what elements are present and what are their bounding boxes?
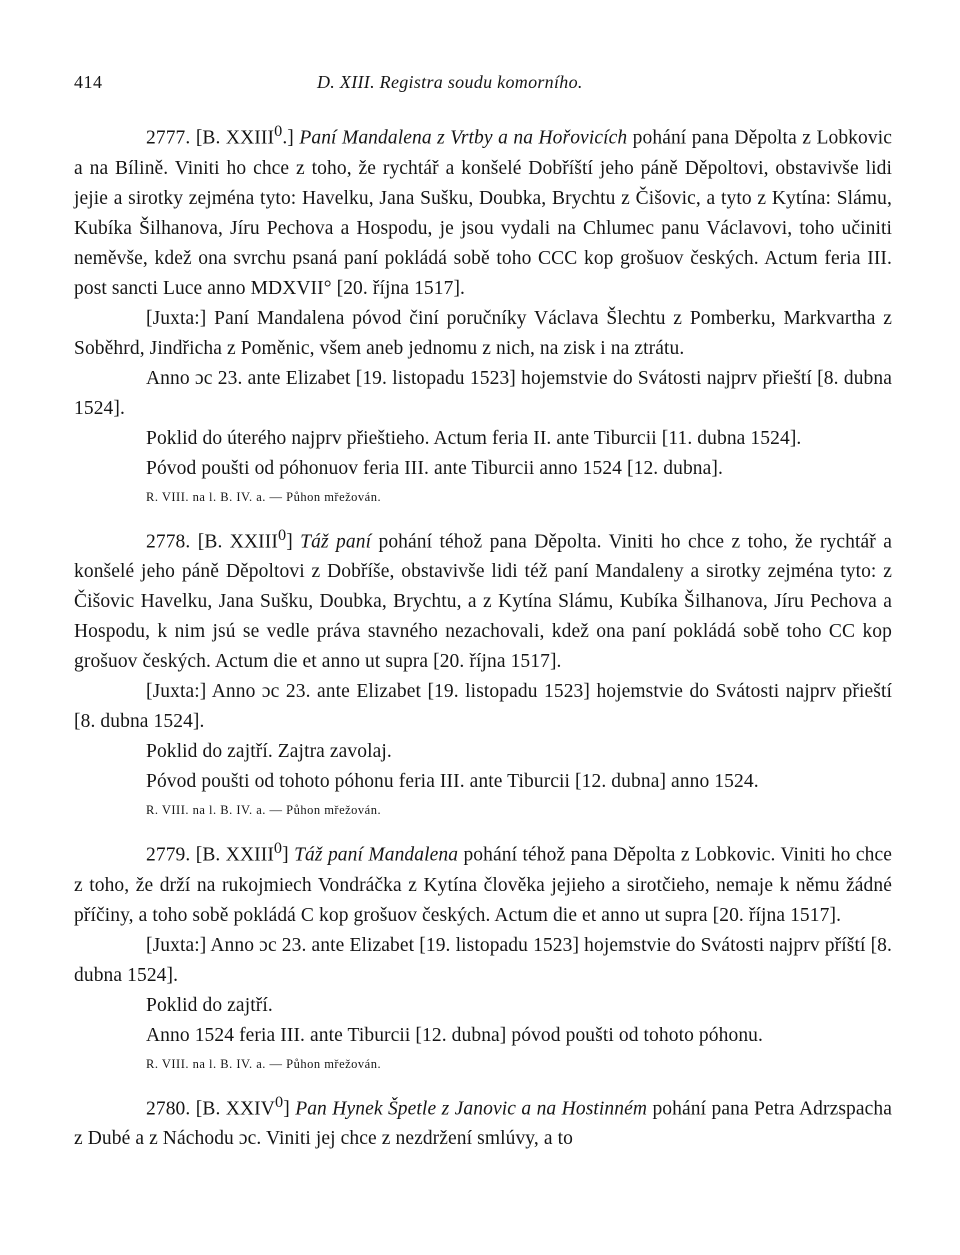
entry-reference-end: ]: [283, 1098, 290, 1119]
entry-paragraph: Poklid do zajtří.: [146, 994, 273, 1016]
entry-reference: [B. XXIV: [195, 1098, 275, 1119]
entry-main-paragraph: [74, 833, 892, 931]
entry-source-note: R. VIII. na l. B. IV. a. — Půhon mřežován.: [146, 803, 382, 817]
entry-reference-end: ]: [286, 531, 293, 552]
entry-paragraph: [Juxta:] Anno ɔc 23. ante Elizabet [19. listopadu 1523] hojemstvie do Svátosti najprv přieští [8. dubna 1524].: [74, 681, 892, 732]
entry-paragraph: [Juxta:] Paní Mandalena póvod činí poručníky Václava Šlechtu z Pomberku, Markvartha z Soběhrd, Jindřicha z Poměnic, všem aneb jednomu z nich, na zisk i na ztrátu.: [74, 307, 892, 359]
entry-source-note: R. VIII. na l. B. IV. a. — Půhon mřežován.: [146, 489, 382, 504]
entry-text: pohání pana Petra Adrzspacha z Dubé a z Náchodu ɔc. Viniti jej chce z nezdržení smlúvy, a to: [74, 1098, 892, 1149]
entry-number: 2780.: [146, 1098, 191, 1119]
entry-party: Pan Hynek Špetle z Janovic a na Hostinném: [295, 1098, 648, 1119]
entry-party: Táž paní: [300, 531, 372, 552]
entry-paragraph: Anno 1524 feria III. ante Tiburcii [12. dubna] póvod poušti od tohoto póhonu.: [146, 1024, 764, 1046]
entry-2780: [74, 1087, 892, 1155]
document-page: [74, 72, 892, 1149]
entry-reference: [B. XXIII: [195, 844, 274, 866]
entry-paragraph: [Juxta:] Anno ɔc 23. ante Elizabet [19. listopadu 1523] hojemstvie do Svátosti najprv příští [8. dubna 1524].: [74, 934, 892, 986]
entry-reference: [B. XXIII: [197, 531, 278, 552]
entry-paragraph: Póvod poušti od póhonuov feria III. ante Tiburcii anno 1524 [12. dubna].: [146, 457, 723, 479]
entry-paragraph: Poklid do zajtří. Zajtra zavolaj.: [146, 741, 392, 762]
entry-2777: [74, 116, 892, 510]
entry-reference-sup: 0: [277, 525, 287, 544]
entry-source-note: R. VIII. na l. B. IV. a. — Půhon mřežován.: [146, 1056, 382, 1071]
entry-number: 2779.: [146, 844, 191, 866]
entry-paragraph: Poklid do úterého najprv přieštieho. Actum feria II. ante Tiburcii [11. dubna 1524].: [146, 427, 802, 449]
entry-paragraph: Anno ɔc 23. ante Elizabet [19. listopadu 1523] hojemstvie do Svátosti najprv přieští [8. dubna 1524].: [74, 367, 892, 419]
entry-number: 2778.: [146, 531, 191, 552]
entry-reference: [B. XXIII: [195, 127, 275, 149]
page-number: 414: [74, 72, 103, 92]
entry-main-paragraph: [74, 520, 892, 678]
entry-2778: [74, 520, 892, 824]
entry-paragraph: Póvod poušti od tohoto póhonu feria III. ante Tiburcii [12. dubna] anno 1524.: [146, 771, 759, 792]
entry-text: pohání téhož pana Děpolta z Lobkovic. Viniti ho chce z toho, že drží na rukojmiech Vondráčka z Kytína člověka jejieho a sirotčieho, nemaje k němu žádné příčiny, a toho sobě pokládá C kop grošuov českých. Actum die et anno ut supra [20. října 1517].: [74, 844, 892, 926]
entry-text: pohání téhož pana Děpolta. Viniti ho chce z toho, že rychtář a konšelé jeho páně Děpoltovi z Dobříše, obstavivše lidi též paní Mandaleny a sirotky zejména tyto: z Čišovic Havelku, Jana Sušku, Doubka, Brychtu, a z Kytína Slámu, Kubíka Šilhanova, Jíru Pechova a Hospodu, k nim jsú se vedle práva stavného nezachovali, kdež ona paní pokládá sobě toho CC kop grošuov českých. Actum die et anno ut supra [20. října 1517].: [74, 531, 892, 672]
running-title: D. XIII. Registra soudu komorního.: [317, 72, 583, 92]
entry-2779: [74, 833, 892, 1077]
entry-reference-sup: 0: [273, 839, 283, 857]
entry-party: Táž paní Mandalena: [294, 844, 459, 866]
document-body: [74, 116, 892, 1154]
entry-main-paragraph: [74, 116, 892, 304]
entry-reference-sup: 0: [274, 1092, 284, 1111]
entry-reference-sup: 0: [274, 122, 283, 140]
page-header: [74, 72, 892, 102]
entry-reference-end: .]: [282, 127, 294, 149]
entry-text: pohání pana Děpolta z Lobkovic a na Bílině. Viniti ho chce z toho, že rychtář a konšelé Dobříští jeho páně Děpoltovi, obstavivše lidi jejie a sirotky zejména tyto: Havelku, Jana Sušku, Doubka, Brychtu z Čišovic, a tyto z Kytína: Slámu, Kubíka Šilhanova, Jíru Pechova a Hospodu, je jsou vydali na Chlumec panu Václavovi, toho učiniti neměvše, kdež ona svrchu psaná paní pokládá sobě toho CCC kop grošuov českých. Actum feria III. post sancti Luce anno MDXVII° [20. října 1517].: [74, 127, 892, 299]
entry-reference-end: ]: [282, 844, 289, 866]
entry-number: 2777.: [146, 127, 191, 149]
entry-party: Paní Mandalena z Vrtby a na Hořovicích: [299, 127, 628, 149]
entry-main-paragraph: [74, 1087, 892, 1155]
